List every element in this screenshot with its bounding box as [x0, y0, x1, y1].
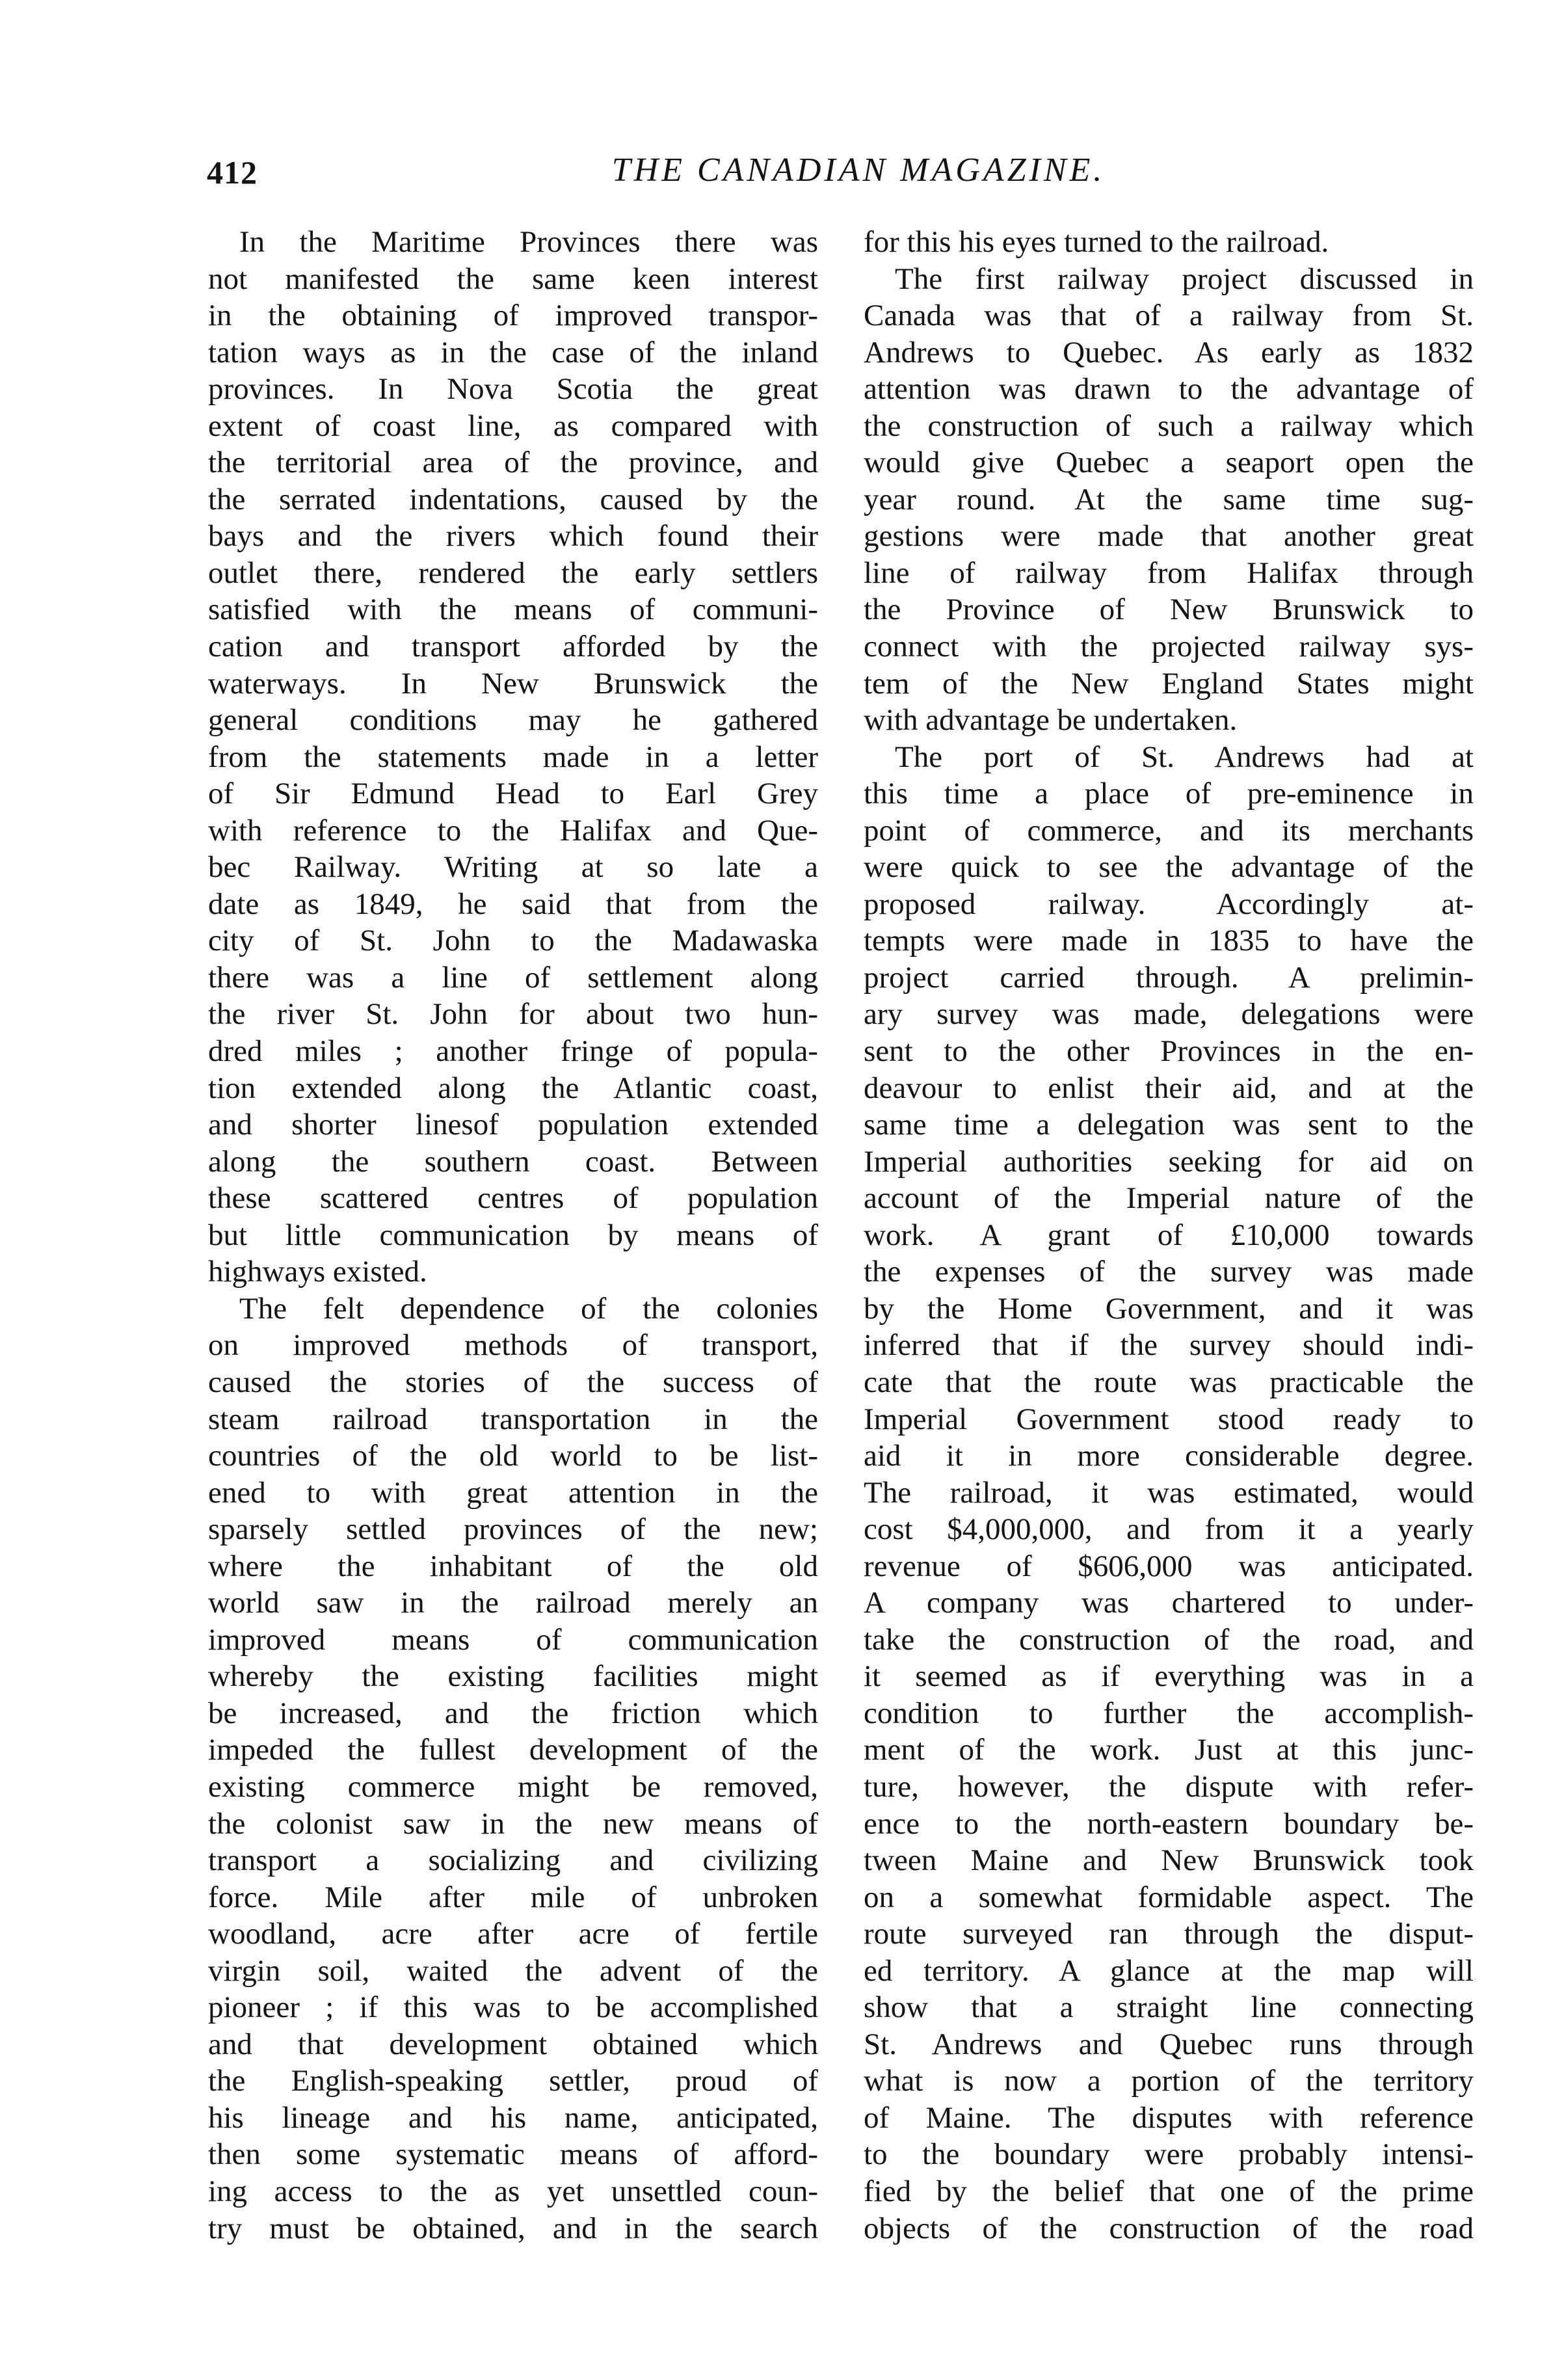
- text-line: ence to the north-eastern boundary be-: [864, 1806, 1474, 1841]
- text-line: provinces. In Nova Scotia the great: [208, 372, 818, 407]
- text-line: gestions were made that another great: [864, 519, 1474, 554]
- text-line: inferred that if the survey should indi-: [864, 1328, 1474, 1363]
- text-line: ened to with great attention in the: [208, 1475, 818, 1510]
- text-line: point of commerce, and its merchants: [864, 813, 1474, 848]
- paragraph: [208, 224, 818, 1290]
- text-line: ment of the work. Just at this junc-: [864, 1733, 1474, 1767]
- text-line: work. A grant of £10,000 towards: [864, 1218, 1474, 1252]
- text-line: The port of St. Andrews had at: [895, 740, 1474, 774]
- text-line: the construction of such a railway which: [864, 408, 1474, 443]
- text-line: there was a line of settlement along: [208, 960, 818, 995]
- text-line: countries of the old world to be list-: [208, 1439, 818, 1473]
- text-line: aid it in more considerable degree.: [864, 1439, 1474, 1473]
- text-line: impeded the fullest development of the: [208, 1733, 818, 1767]
- text-line: line of railway from Halifax through: [864, 555, 1474, 590]
- text-line: whereby the existing facilities might: [208, 1659, 818, 1694]
- text-line: proposed railway. Accordingly at-: [864, 887, 1474, 921]
- text-line: to the boundary were probably intensi-: [864, 2137, 1474, 2172]
- text-line: city of St. John to the Madawaska: [208, 924, 818, 958]
- text-line: tween Maine and New Brunswick took: [864, 1843, 1474, 1878]
- text-line: existing commerce might be removed,: [208, 1769, 818, 1804]
- text-line: and that development obtained which: [208, 2027, 818, 2061]
- text-line: this time a place of pre-eminence in: [864, 777, 1474, 811]
- text-line: project carried through. A prelimin-: [864, 960, 1474, 995]
- text-line: connect with the projected railway sys-: [864, 630, 1474, 664]
- text-line: by the Home Government, and it was: [864, 1291, 1474, 1326]
- text-line: ary survey was made, delegations were: [864, 997, 1474, 1032]
- paragraph: [864, 224, 1474, 261]
- text-line: Andrews to Quebec. As early as 1832: [864, 335, 1474, 369]
- text-line: route surveyed ran through the disput-: [864, 1917, 1474, 1951]
- paragraph: [864, 261, 1474, 739]
- text-line: cation and transport afforded by the: [208, 630, 818, 664]
- text-line: sent to the other Provinces in the en-: [864, 1034, 1474, 1069]
- text-line: in the obtaining of improved transpor-: [208, 299, 818, 333]
- text-line: account of the Imperial nature of the: [864, 1181, 1474, 1216]
- text-line: bec Railway. Writing at so late a: [208, 850, 818, 885]
- text-line: date as 1849, he said that from the: [208, 887, 818, 921]
- text-line: the English-speaking settler, proud of: [208, 2064, 818, 2098]
- text-line: deavour to enlist their aid, and at the: [864, 1071, 1474, 1105]
- text-line: not manifested the same keen interest: [208, 261, 818, 296]
- text-line: The railroad, it was estimated, would: [864, 1475, 1474, 1510]
- text-line: A company was chartered to under-: [864, 1586, 1474, 1620]
- text-line: Canada was that of a railway from St.: [864, 299, 1474, 333]
- running-title: THE CANADIAN MAGAZINE.: [611, 152, 1106, 189]
- text-line: waterways. In New Brunswick the: [208, 666, 818, 701]
- text-line: but little communication by means of: [208, 1218, 818, 1252]
- text-line: bays and the rivers which found their: [208, 519, 818, 554]
- text-line: Imperial authorities seeking for aid on: [864, 1144, 1474, 1179]
- text-line: objects of the construction of the road: [864, 2211, 1474, 2245]
- text-line: attention was drawn to the advantage of: [864, 372, 1474, 407]
- text-line: would give Quebec a seaport open the: [864, 446, 1474, 480]
- text-line: along the southern coast. Between: [208, 1144, 818, 1179]
- text-line: condition to further the accomplish-: [864, 1696, 1474, 1730]
- text-line: same time a delegation was sent to the: [864, 1108, 1474, 1142]
- right-column: [864, 224, 1474, 2247]
- text-line: the territorial area of the province, and: [208, 446, 818, 480]
- paragraph: [864, 739, 1474, 2247]
- text-line: of Maine. The disputes with reference: [864, 2100, 1474, 2135]
- text-line: then some systematic means of afford-: [208, 2137, 818, 2172]
- text-line: the Province of New Brunswick to: [864, 593, 1474, 627]
- paragraph: [208, 1290, 818, 2247]
- text-line: highways existed.: [208, 1255, 427, 1289]
- text-line: world saw in the railroad merely an: [208, 1586, 818, 1620]
- text-line: cost $4,000,000, and from it a yearly: [864, 1512, 1474, 1547]
- text-line: with reference to the Halifax and Que-: [208, 813, 818, 848]
- text-line: fied by the belief that one of the prime: [864, 2174, 1474, 2208]
- text-line: these scattered centres of population: [208, 1181, 818, 1216]
- text-line: tation ways as in the case of the inland: [208, 335, 818, 369]
- text-line: St. Andrews and Quebec runs through: [864, 2027, 1474, 2061]
- text-line: caused the stories of the success of: [208, 1365, 818, 1399]
- text-line: steam railroad transportation in the: [208, 1402, 818, 1436]
- text-line: tion extended along the Atlantic coast,: [208, 1071, 818, 1105]
- text-line: transport a socializing and civilizing: [208, 1843, 818, 1878]
- text-line: The felt dependence of the colonies: [239, 1291, 818, 1326]
- text-line: extent of coast line, as compared with: [208, 408, 818, 443]
- text-line: for this his eyes turned to the railroad.: [864, 225, 1329, 259]
- text-line: where the inhabitant of the old: [208, 1549, 818, 1583]
- text-line: ed territory. A glance at the map will: [864, 1953, 1474, 1988]
- text-line: Imperial Government stood ready to: [864, 1402, 1474, 1436]
- text-line: The first railway project discussed in: [895, 261, 1474, 296]
- text-line: be increased, and the friction which: [208, 1696, 818, 1730]
- text-line: take the construction of the road, and: [864, 1622, 1474, 1657]
- text-line: cate that the route was practicable the: [864, 1365, 1474, 1399]
- text-line: what is now a portion of the territory: [864, 2064, 1474, 2098]
- text-line: general conditions may he gathered: [208, 703, 818, 738]
- text-line: sparsely settled provinces of the new;: [208, 1512, 818, 1547]
- text-line: the river St. John for about two hun-: [208, 997, 818, 1032]
- page-number: 412: [207, 154, 258, 191]
- text-line: ture, however, the dispute with refer-: [864, 1769, 1474, 1804]
- text-line: from the statements made in a letter: [208, 740, 818, 774]
- text-line: of Sir Edmund Head to Earl Grey: [208, 777, 818, 811]
- text-line: tempts were made in 1835 to have the: [864, 924, 1474, 958]
- text-line: woodland, acre after acre of fertile: [208, 1917, 818, 1951]
- text-line: his lineage and his name, anticipated,: [208, 2100, 818, 2135]
- text-line: ing access to the as yet unsettled coun-: [208, 2174, 818, 2208]
- text-line: force. Mile after mile of unbroken: [208, 1880, 818, 1914]
- text-line: In the Maritime Provinces there was: [239, 225, 818, 259]
- text-line: with advantage be undertaken.: [864, 703, 1238, 738]
- text-line: the expenses of the survey was made: [864, 1255, 1474, 1289]
- text-line: on improved methods of transport,: [208, 1328, 818, 1363]
- text-line: satisfied with the means of communi-: [208, 593, 818, 627]
- text-line: the serrated indentations, caused by the: [208, 482, 818, 516]
- text-line: and shorter linesof population extended: [208, 1108, 818, 1142]
- text-line: tem of the New England States might: [864, 666, 1474, 701]
- text-line: revenue of $606,000 was anticipated.: [864, 1549, 1474, 1583]
- text-line: outlet there, rendered the early settlers: [208, 555, 818, 590]
- text-line: were quick to see the advantage of the: [864, 850, 1474, 885]
- text-line: year round. At the same time sug-: [864, 482, 1474, 516]
- text-line: pioneer ; if this was to be accomplished: [208, 1990, 818, 2025]
- text-line: it seemed as if everything was in a: [864, 1659, 1474, 1694]
- text-line: the colonist saw in the new means of: [208, 1806, 818, 1841]
- text-line: virgin soil, waited the advent of the: [208, 1953, 818, 1988]
- text-line: show that a straight line connecting: [864, 1990, 1474, 2025]
- text-line: on a somewhat formidable aspect. The: [864, 1880, 1474, 1914]
- text-line: improved means of communication: [208, 1622, 818, 1657]
- text-line: try must be obtained, and in the search: [208, 2211, 818, 2245]
- text-line: dred miles ; another fringe of popula-: [208, 1034, 818, 1069]
- left-column: [208, 224, 818, 2247]
